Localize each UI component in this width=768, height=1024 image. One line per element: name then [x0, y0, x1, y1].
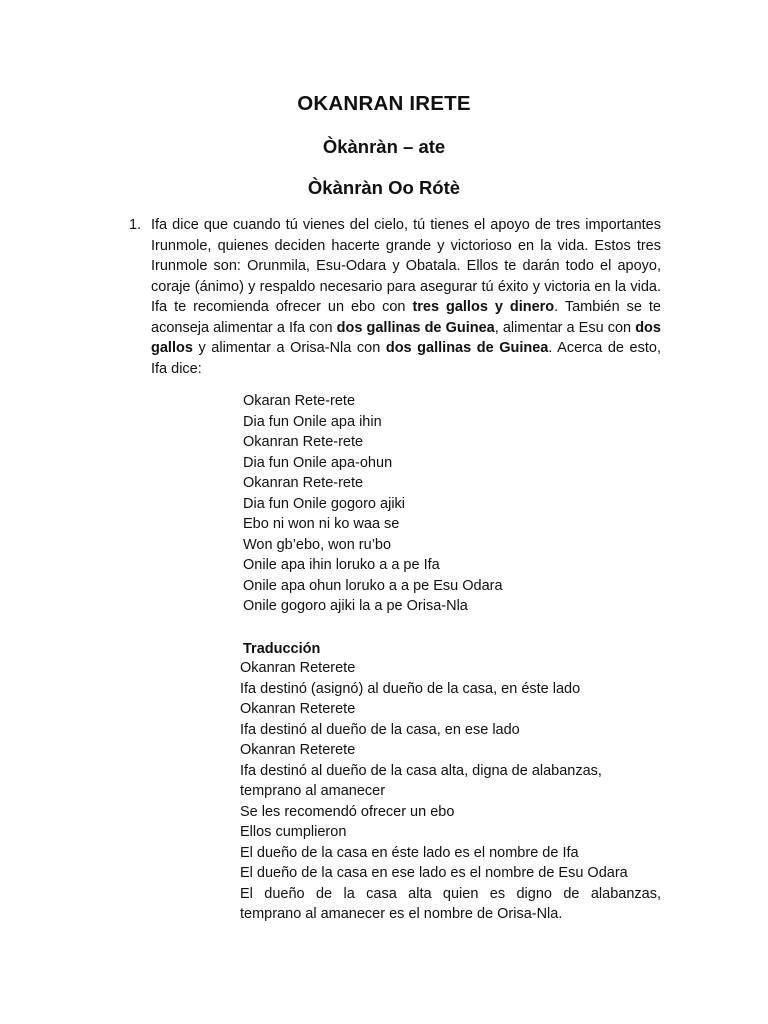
verse-line: Onile gogoro ajiki la a pe Orisa-Nla	[243, 598, 468, 614]
verse-line: Okanran Rete-rete	[243, 475, 364, 491]
translation-line: Ifa destinó al dueño de la casa alta, digna de alabanzas,	[240, 762, 602, 779]
translation-line: Ifa destinó (asignó) al dueño de la casa, en éste lado	[240, 680, 581, 697]
document-subtitle-1: Òkànràn – ate	[322, 136, 446, 157]
list-item-number: 1.	[129, 217, 142, 233]
verse-line: Okanran Rete-rete	[243, 434, 364, 450]
verse-line: Dia fun Onile apa-ohun	[243, 454, 393, 471]
paragraph-text-segment: Ifa dice que cuando tú vienes del cielo, tú tienes el apoyo de tres importantes Irunmole, quienes deciden hacerte grande y victorioso en la vida. Estos tres Irunmole son: Orunmila, Esu-Odara y Obatala. Ellos te darán todo el apoyo, coraje (ánimo) y respaldo necesario para asegurar tú éxito y victoria en la vida. Ifa te recomienda ofrecer un ebo con	[151, 217, 661, 315]
translation-block	[240, 658, 661, 925]
translation-line: Se les recomendó ofrecer un ebo	[240, 803, 455, 820]
translation-line: Ellos cumplieron	[240, 824, 347, 840]
translation-line: temprano al amanecer	[240, 783, 386, 799]
verse-line: Dia fun Onile apa ihin	[243, 413, 382, 430]
verse-line: Won gb’ebo, won ru’bo	[243, 536, 392, 553]
verse-block	[243, 391, 663, 617]
verse-line: Dia fun Onile gogoro ajiki	[243, 495, 406, 512]
translation-line: Ifa destinó al dueño de la casa, en ese lado	[240, 721, 520, 738]
verse-line: Onile apa ohun loruko a a pe Esu Odara	[243, 577, 503, 594]
translation-line: El dueño de la casa alta quien es digno de alabanzas,	[240, 885, 661, 902]
verse-line: Onile apa ihin loruko a a pe Ifa	[243, 557, 440, 573]
translation-line: El dueño de la casa en ese lado es el nombre de Esu Odara	[240, 865, 628, 881]
paragraph-bold-segment: dos gallinas de Guinea	[336, 319, 495, 336]
paragraph-bold-segment: dos gallinas de Guinea	[385, 340, 549, 356]
verse-line: Ebo ni won ni ko waa se	[243, 516, 400, 532]
translation-line: temprano al amanecer es el nombre de Orisa-Nla.	[240, 906, 563, 922]
paragraph-bold-segment: tres gallos y dinero	[412, 299, 555, 315]
paragraph-text-segment: . También se te aconseja alimentar a Ifa con	[151, 299, 661, 336]
paragraph-text-segment: . Acerca de esto, Ifa dice:	[151, 340, 661, 377]
document-subtitle-2: Òkànràn Oo Rótè	[307, 177, 461, 198]
translation-line: Okanran Reterete	[240, 742, 356, 758]
paragraph-text-segment: y alimentar a Orisa-Nla con	[192, 340, 386, 356]
paragraph-bold-segment: dos gallos	[151, 319, 661, 356]
verse-line: Okaran Rete-rete	[243, 393, 356, 409]
document-title: OKANRAN IRETE	[297, 92, 471, 115]
paragraph-text-segment: , alimentar a Esu con	[494, 319, 636, 336]
list-item-paragraph	[151, 215, 661, 379]
translation-line: El dueño de la casa en éste lado es el nombre de Ifa	[240, 844, 579, 861]
translation-heading: Traducción	[243, 641, 321, 657]
translation-line: Okanran Reterete	[240, 660, 356, 676]
translation-line: Okanran Reterete	[240, 701, 356, 717]
